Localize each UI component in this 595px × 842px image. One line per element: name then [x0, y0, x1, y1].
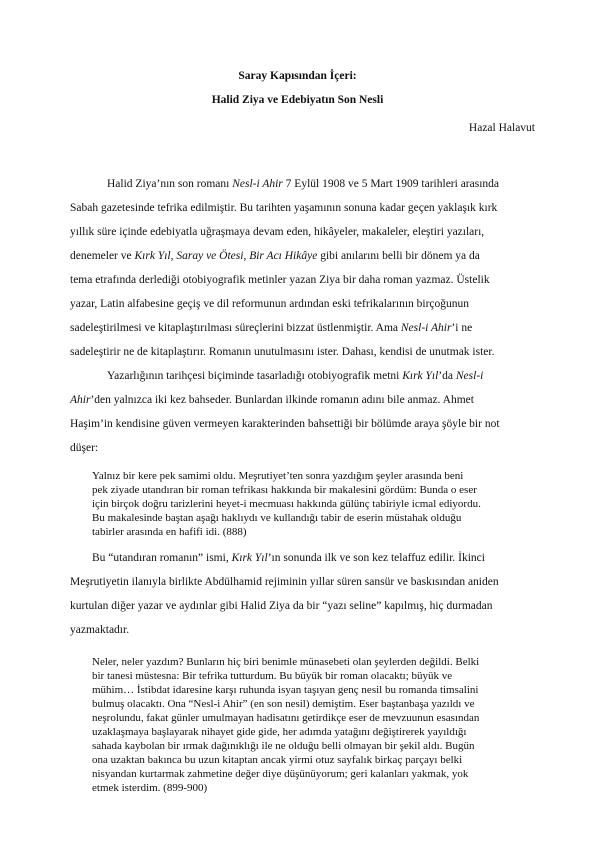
text-line: Yazarlığının tarihçesi biçiminde tasarladığı otobiyografik metni Kırk Yıl’da Nesl-i — [107, 370, 484, 382]
author-name: Hazal Halavut — [468, 122, 535, 134]
text-line: Haşim’in kendisine güven vermeyen karakterinden bahsettiği bir bölümde araya şöyle bir not — [70, 418, 500, 430]
quote-line: ona uzaktan bakınca bu uzun kitaptan ancak yirmi otuz sayfalık birkaç parçayı belki — [92, 754, 463, 766]
quote-line: uzaklaşmaya başlayarak nihayet gide gide, her adımda yatağını değiştirerek yayıldığı — [92, 726, 467, 738]
text-line: kurtulan diğer yazar ve aydınlar gibi Halid Ziya da bir “yazı seline” kapılmış, hiç durmadan — [70, 600, 493, 612]
text-line: Bu “utandıran romanın” ismi, Kırk Yıl’ın sonunda ilk ve son kez telaffuz edilir. İkinci — [92, 552, 485, 564]
text-line: yıllık süre içinde edebiyatla uğraşmaya devam eden, hikâyeler, makaleler, eleştiri yazıları, — [70, 226, 485, 238]
text-line: yazar, Latin alfabesine geçiş ve dil reformunun ardından eski tefrikalarının birçoğunun — [70, 298, 470, 310]
quote-line: pek ziyade utandıran bir roman tefrikası hakkında bir makalesini gördüm: Bunda o eser — [92, 484, 477, 496]
text-line: Meşrutiyetin ilanıyla birlikte Abdülhamid rejiminin yıllar süren sansür ve baskısından aniden — [70, 576, 499, 588]
quote-line: etmek isterdim. (899-900) — [92, 782, 208, 794]
text-line: Ahir’den yalnızca iki kez bahseder. Bunlardan ilkinde romanın adını bile anmaz. Ahmet — [70, 394, 474, 406]
text-line: denemeler ve Kırk Yıl, Saray ve Ötesi, Bir Acı Hikâye gibi anılarını belli bir dönem ya da — [70, 250, 480, 262]
text-line: sadeleştirilmesi ve kitaplaştırılması süreçlerini bizzat üstlenmiştir. Ama Nesl-i Ahir’i ne — [70, 322, 473, 334]
quote-line: Neler, neler yazdım? Bunların hiç biri benimle münasebeti olan şeylerden değildi. Belki — [92, 656, 480, 668]
quote-line: neşrolundu, fakat günler umulmayan hadisatını getirdikçe eser de mevzuunun esasından — [92, 712, 480, 724]
quote-line: nisyandan kurtarmak zahmetine değer diye düşünüyorum; geri kalanları yakmak, yok — [92, 768, 469, 780]
quote-line: Bu makalesinde baştan aşağı haklıydı ve kullandığı tabir de eserin müstahak olduğu — [92, 512, 462, 524]
quote-line: sahada kaybolan bir ırmak dağınıklığı ile ne olduğu belli olmayan bir şekil aldı. Bugün — [92, 740, 475, 752]
text-line: yazmaktadır. — [70, 624, 130, 636]
quote-line: tabirler arasında en hafifi idi. (888) — [92, 526, 247, 538]
article-subtitle: Halid Ziya ve Edebiyatın Son Nesli — [211, 94, 384, 106]
quote-line: için birçok doğru tarizlerini heyet-i mecmuası hakkında gülünç tabiriyle icmal ediyordu. — [92, 498, 481, 510]
quote-line: Yalnız bir kere pek samimi oldu. Meşrutiyet’ten sonra yazdığım şeyler arasında beni — [92, 470, 464, 482]
text-line: sadeleştirir ne de kitaplaştırır. Romanın unutulmasını ister. Dahası, kendisi de unutmak ister. — [70, 346, 495, 358]
text-line: Sabah gazetesinde tefrika edilmiştir. Bu tarihten yaşamının sonuna kadar geçen yaklaşık kırk — [70, 202, 498, 214]
article-title: Saray Kapısından İçeri: — [238, 70, 357, 82]
quote-line: bulmuş olacaktı. Ona “Nesl-i Ahir” (en son nesil) demiştim. Eser baştanbaşa yazıldı ve — [92, 698, 475, 710]
text-line: tema etrafında derlediği otobiyografik metinler yazan Ziya bir daha roman yazmaz. Üstelik — [70, 274, 490, 286]
quote-line: bir tanesi müstesna: Bir tefrika tutturdum. Bu büyük bir roman olacaktı; büyük ve — [92, 670, 453, 682]
text-line: Halid Ziya’nın son romanı Nesl-i Ahir 7 Eylül 1908 ve 5 Mart 1909 tarihleri arasında — [107, 178, 500, 190]
text-line: düşer: — [70, 442, 99, 454]
quote-line: mühim… İstibdat idaresine karşı ruhunda isyan taşıyan genç nesil bu romanda timsalini — [92, 684, 479, 696]
